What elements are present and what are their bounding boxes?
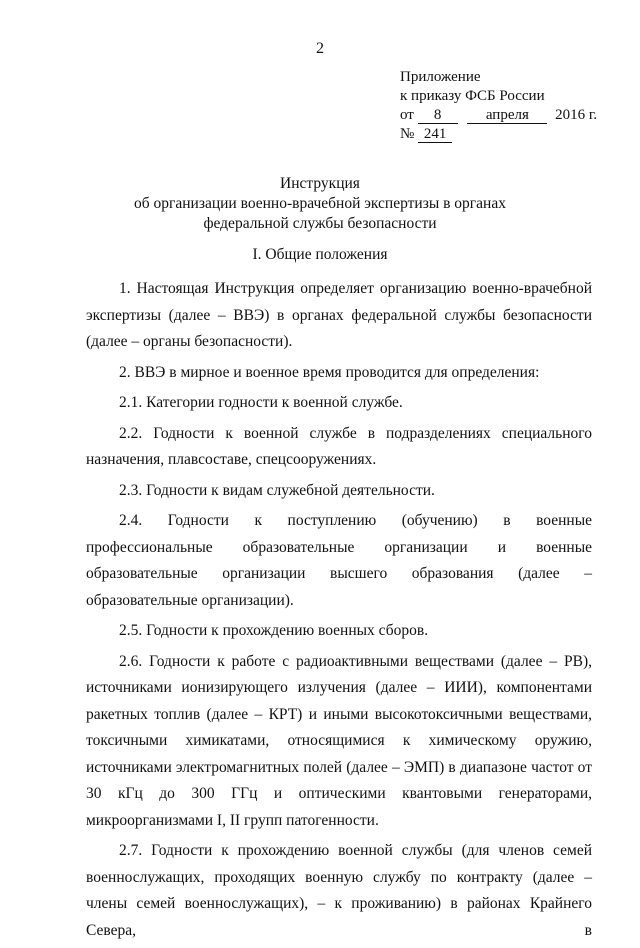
paragraph-2-7: 2.7. Годности к прохождению военной службы (для членов семей военнослужащих, проходящих военную службу по контракту (далее – члены семей военнослужащих), – к проживанию) в районах Крайнего Севера, в — [86, 842, 592, 939]
paragraph-2-6: 2.6. Годности к работе с радиоактивными веществами (далее – РВ), источниками ионизирующего излучения (далее – ИИИ), компонентами ракетных топлив (далее – КРТ) и иными высокотоксичными веществами, токсичными химикатами, относящимися к химическому оружию, источниками электромагнитных полей (далее – ЭМП) в диапазоне частот от 30 кГц до 300 ГГц и оптическими квантовыми генераторами, микроорганизмами I, II групп патогенности. — [86, 652, 592, 829]
paragraph-2-2: 2.2. Годности к военной службе в подразделениях специального назначения, плавсоставе, спецсооружениях. — [86, 424, 592, 468]
date-day: 8 — [418, 108, 458, 124]
date-year: 2016 г. — [555, 107, 598, 123]
order-number: 241 — [418, 127, 452, 143]
title-line3: федеральной службы безопасности — [203, 215, 437, 232]
paragraph-2-3: 2.3. Годности к видам служебной деятельности. — [119, 481, 435, 499]
title-line2: об организации военно-врачебной экспертизы в органах — [134, 195, 506, 212]
paragraph-2-4: 2.4. Годности к поступлению (обучению) в военные профессиональные образовательные организации и военные образовательные организации высшего образования (далее – образовательные организации). — [86, 512, 592, 609]
appendix-block — [400, 68, 597, 144]
title-line1: Инструкция — [280, 175, 360, 192]
body-text — [86, 276, 592, 948]
date-prefix: от — [400, 107, 414, 123]
date-month: апреля — [467, 108, 547, 124]
appendix-date-line — [400, 106, 597, 125]
paragraph-2: 2. ВВЭ в мирное и военное время проводится для определения: — [119, 363, 540, 381]
appendix-number-line — [400, 125, 597, 144]
number-prefix: № — [400, 126, 415, 142]
paragraph-1: 1. Настоящая Инструкция определяет организацию военно-врачебной экспертизы (далее – ВВЭ) в органах федеральной службы безопасности (далее – органы безопасности). — [86, 280, 592, 350]
paragraph-2-5: 2.5. Годности к прохождению военных сборов. — [119, 622, 429, 639]
appendix-line1: Приложение — [400, 69, 481, 85]
appendix-line2: к приказу ФСБ России — [400, 88, 545, 104]
document-title — [0, 174, 640, 234]
page-number: 2 — [316, 40, 324, 57]
section-heading: I. Общие положения — [252, 246, 388, 263]
paragraph-2-1: 2.1. Категории годности к военной службе. — [119, 394, 403, 411]
